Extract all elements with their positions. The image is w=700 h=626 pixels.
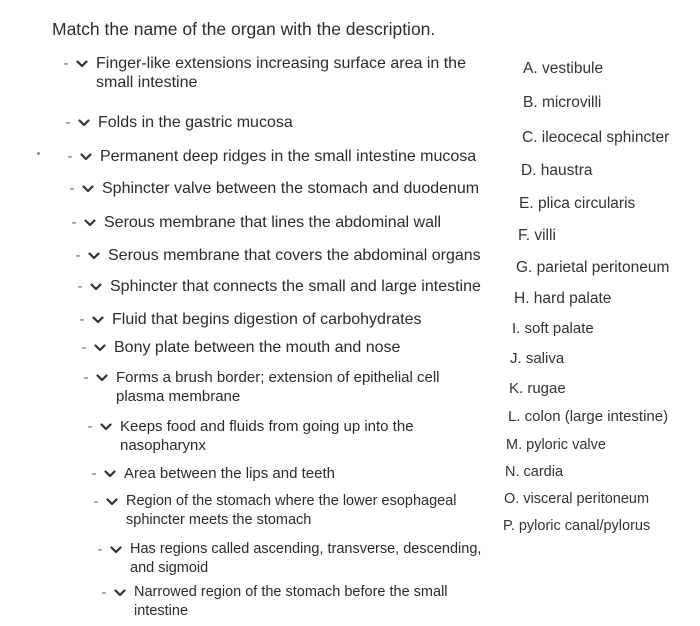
chevron-down-icon xyxy=(92,367,112,389)
chevron-down-icon xyxy=(74,112,94,134)
question-text: Bony plate between the mouth and nose xyxy=(114,339,401,356)
select-value: - xyxy=(91,465,97,482)
select-value: - xyxy=(63,55,69,72)
match-row xyxy=(98,582,488,621)
chevron-down-icon xyxy=(84,245,104,267)
option-label: F. villi xyxy=(518,227,556,244)
question-text: Sphincter valve between the stomach and duodenum xyxy=(102,180,480,197)
answer-select[interactable] xyxy=(84,416,116,438)
select-value: - xyxy=(93,493,99,510)
question-text: Area between the lips and teeth xyxy=(124,465,335,482)
match-row xyxy=(76,309,496,331)
select-value: - xyxy=(71,214,77,231)
option-label: M. pyloric valve xyxy=(506,437,606,453)
match-row xyxy=(74,276,514,298)
match-row xyxy=(66,178,516,200)
match-row xyxy=(78,337,498,359)
question-text: Serous membrane that covers the abdominal organs xyxy=(108,247,481,264)
answer-select[interactable] xyxy=(78,337,110,359)
answer-select[interactable] xyxy=(98,582,130,604)
answer-select[interactable] xyxy=(66,178,98,200)
match-row xyxy=(90,491,490,530)
match-row xyxy=(72,245,512,267)
answer-select[interactable] xyxy=(76,309,108,331)
chevron-down-icon xyxy=(76,146,96,168)
question-text: Narrowed region of the stomach before the small intestine xyxy=(134,584,448,619)
select-value: - xyxy=(77,278,83,295)
question-text: Sphincter that connects the small and large intestine xyxy=(110,278,481,295)
select-value: - xyxy=(83,369,89,386)
option-label: C. ileocecal sphincter xyxy=(522,129,670,146)
select-value: - xyxy=(67,148,73,165)
option-label: K. rugae xyxy=(509,380,566,397)
chevron-down-icon xyxy=(110,582,130,604)
select-value: - xyxy=(69,180,75,197)
option-label: L. colon (large intestine) xyxy=(508,408,669,425)
option-label: H. hard palate xyxy=(514,290,612,307)
match-row xyxy=(88,463,488,485)
answer-select[interactable] xyxy=(80,367,112,389)
match-row xyxy=(84,416,484,455)
question-text: Finger-like extensions increasing surface area in the small intestine xyxy=(96,55,466,91)
select-value: - xyxy=(101,584,107,601)
option-label: I. soft palate xyxy=(512,320,594,337)
option-label: A. vestibule xyxy=(523,60,604,77)
option-label: E. plica circularis xyxy=(519,195,636,212)
answer-select[interactable] xyxy=(72,245,104,267)
question-text: Serous membrane that lines the abdominal wall xyxy=(104,214,442,231)
question-text: Keeps food and fluids from going up into the nasopharynx xyxy=(120,418,414,454)
chevron-down-icon xyxy=(78,178,98,200)
match-row xyxy=(64,146,514,168)
question-text: Folds in the gastric mucosa xyxy=(98,114,293,131)
match-row xyxy=(62,112,502,134)
option-label: P. pyloric canal/pylorus xyxy=(503,518,651,534)
answer-select[interactable] xyxy=(60,53,92,75)
question-text: Region of the stomach where the lower esophageal sphincter meets the stomach xyxy=(126,493,457,528)
question-text: Fluid that begins digestion of carbohydrates xyxy=(112,311,422,328)
question-text: Permanent deep ridges in the small intestine mucosa xyxy=(100,148,477,165)
chevron-down-icon xyxy=(88,309,108,331)
answer-select[interactable] xyxy=(90,491,122,513)
answer-select[interactable] xyxy=(64,146,96,168)
match-row xyxy=(94,539,494,578)
select-value: - xyxy=(81,339,87,356)
question-text: Has regions called ascending, transverse, descending, and sigmoid xyxy=(130,541,482,576)
chevron-down-icon xyxy=(86,276,106,298)
question-text: Forms a brush border; extension of epithelial cell plasma membrane xyxy=(116,369,440,405)
answer-select[interactable] xyxy=(68,212,100,234)
option-label: D. haustra xyxy=(521,162,593,179)
select-value: - xyxy=(65,114,71,131)
stray-dot xyxy=(37,152,40,155)
answer-select[interactable] xyxy=(94,539,126,561)
select-value: - xyxy=(79,311,85,328)
chevron-down-icon xyxy=(90,337,110,359)
option-label: B. microvilli xyxy=(523,94,602,111)
chevron-down-icon xyxy=(72,53,92,75)
chevron-down-icon xyxy=(80,212,100,234)
option-label: J. saliva xyxy=(510,350,565,367)
option-label: N. cardia xyxy=(505,464,564,480)
match-row xyxy=(68,212,508,234)
answer-select[interactable] xyxy=(62,112,94,134)
select-value: - xyxy=(87,418,93,435)
answer-select[interactable] xyxy=(88,463,120,485)
chevron-down-icon xyxy=(106,539,126,561)
match-row xyxy=(60,53,510,92)
chevron-down-icon xyxy=(96,416,116,438)
select-value: - xyxy=(75,247,81,264)
answer-select[interactable] xyxy=(74,276,106,298)
option-label: G. parietal peritoneum xyxy=(516,259,670,276)
match-row xyxy=(80,367,500,406)
chevron-down-icon xyxy=(100,463,120,485)
select-value: - xyxy=(97,541,103,558)
chevron-down-icon xyxy=(102,491,122,513)
question-title: Match the name of the organ with the description. xyxy=(52,19,436,39)
option-label: O. visceral peritoneum xyxy=(504,491,650,507)
